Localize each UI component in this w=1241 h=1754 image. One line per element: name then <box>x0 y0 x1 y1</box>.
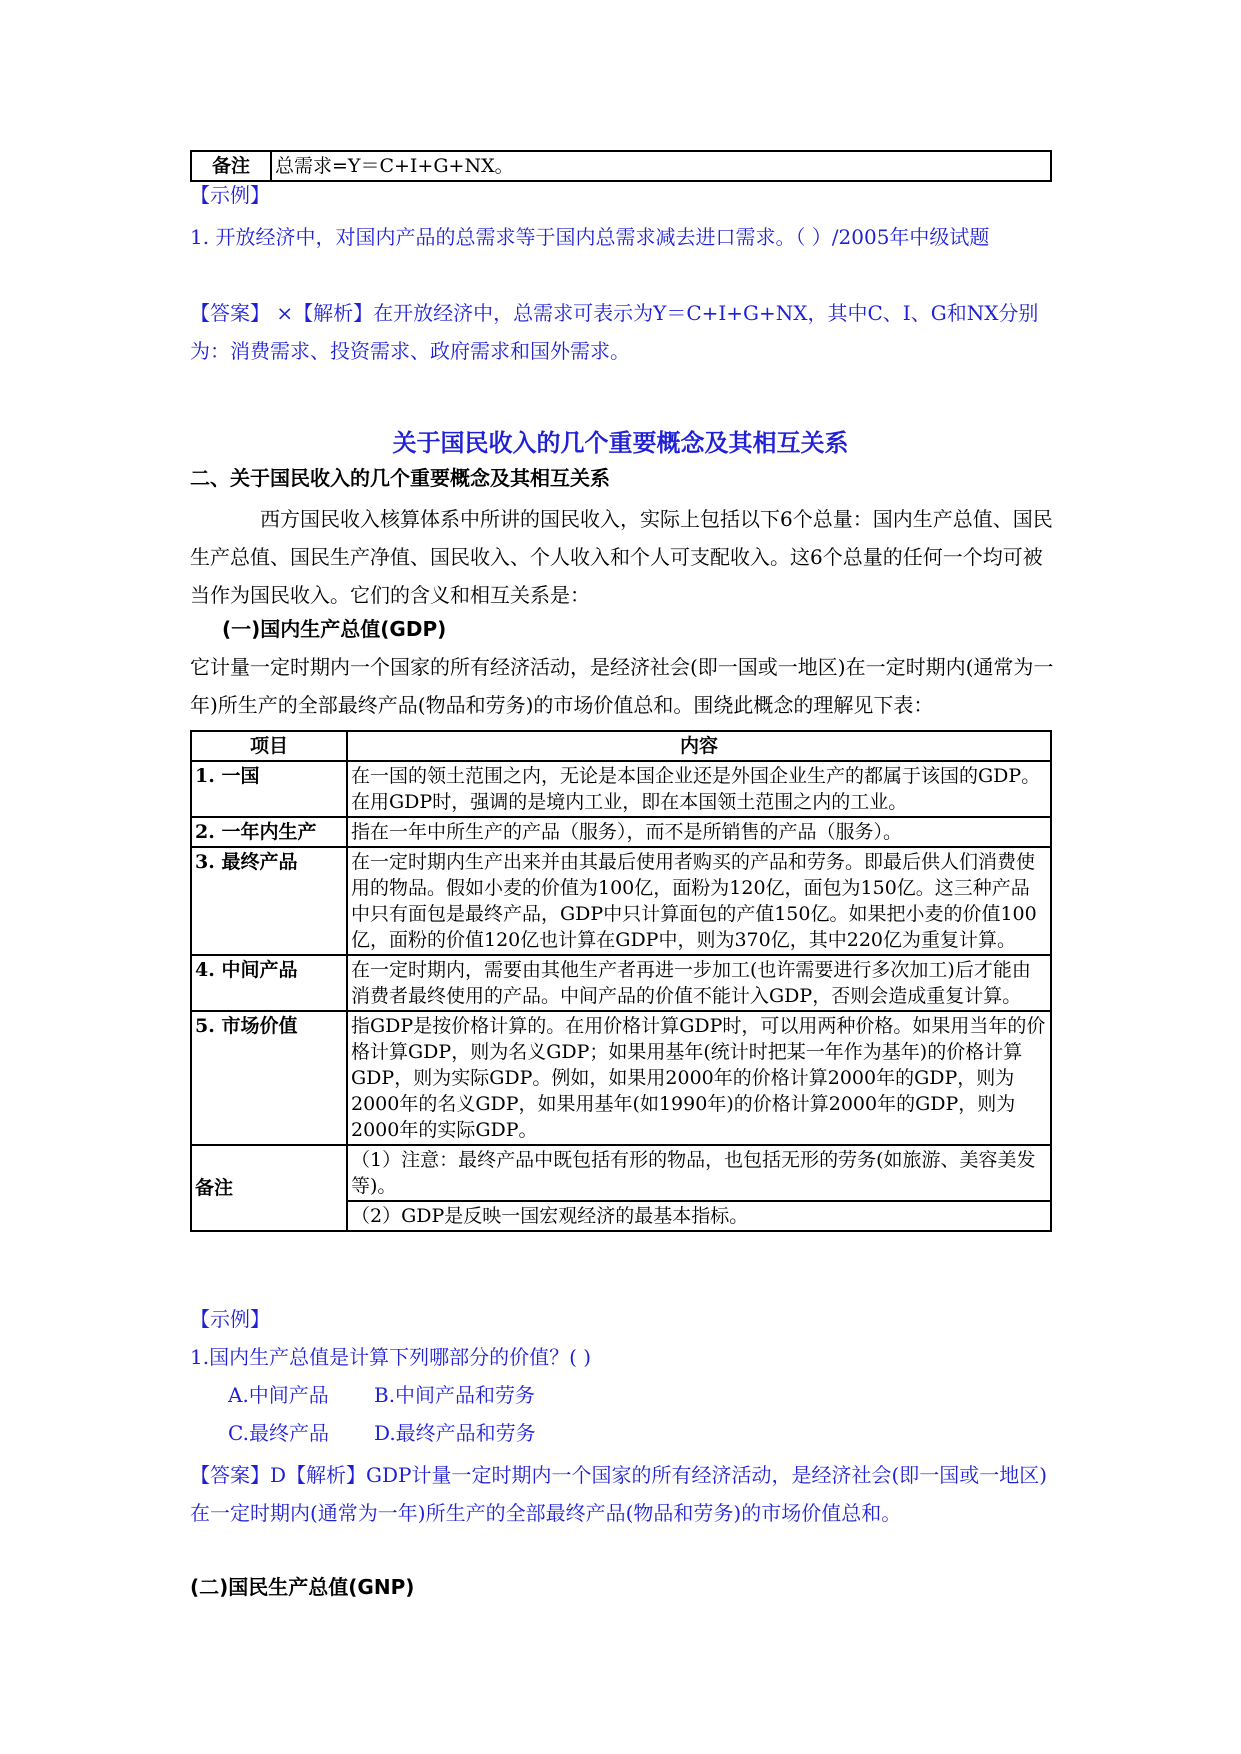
page-title: 关于国民收入的几个重要概念及其相互关系 <box>392 429 849 457</box>
option-b: B.中间产品和劳务 <box>374 1383 536 1407</box>
section-heading: 二、关于国民收入的几个重要概念及其相互关系 <box>190 466 610 490</box>
example-tag: 【示例】 <box>190 1307 270 1331</box>
note-content: 总需求=Y＝C+I+G+NX。 <box>271 151 1051 181</box>
option-d: D.最终产品和劳务 <box>374 1421 536 1445</box>
row-content: 在一国的领土范围之内，无论是本国企业还是外国企业生产的都属于该国的GDP。在用GDP时，强调的是境内工业，即在本国领土范围之内的工业。 <box>347 761 1051 817</box>
option-c: C.最终产品 <box>228 1421 329 1445</box>
example-tag: 【示例】 <box>190 183 270 207</box>
table-row <box>191 1011 1051 1145</box>
table-row <box>191 955 1051 1011</box>
table-row <box>191 761 1051 817</box>
table-header-row <box>191 731 1051 761</box>
example-answer: 【答案】 ×【解析】在开放经济中，总需求可表示为Y＝C+I+G+NX，其中C、I、G和NX分别为：消费需求、投资需求、政府需求和国外需求。 <box>190 301 1039 363</box>
table-row <box>191 847 1051 955</box>
note-label: 备注 <box>191 1145 347 1231</box>
gdp-concept-table <box>190 730 1052 1232</box>
row-item: 2. 一年内生产 <box>191 817 347 847</box>
gdp-heading: (一)国内生产总值(GDP) <box>222 617 447 641</box>
row-item: 3. 最终产品 <box>191 847 347 955</box>
table-row <box>191 1145 1051 1201</box>
table-row <box>191 817 1051 847</box>
row-item: 5. 市场价值 <box>191 1011 347 1145</box>
row-content: 指GDP是按价格计算的。在用价格计算GDP时，可以用两种价格。如果用当年的价格计算GDP，则为名义GDP；如果用基年(统计时把某一年作为基年)的价格计算GDP，则为实际GDP。例如，如果用2000年的价格计算2000年的GDP，则为2000年的名义GDP，如果用基年(如1990年)的价格计算2000年的GDP，则为2000年的实际GDP。 <box>347 1011 1051 1145</box>
intro-paragraph: 西方国民收入核算体系中所讲的国民收入，实际上包括以下6个总量：国内生产总值、国民生产总值、国民生产净值、国民收入、个人收入和个人可支配收入。这6个总量的任何一个均可被当作为国民收入。它们的含义和相互关系是： <box>190 507 1053 607</box>
row-item: 4. 中间产品 <box>191 955 347 1011</box>
header-item: 项目 <box>191 731 347 761</box>
note-line: （2）GDP是反映一国宏观经济的最基本指标。 <box>347 1201 1051 1231</box>
gdp-intro-paragraph: 它计量一定时期内一个国家的所有经济活动，是经济社会(即一国或一地区)在一定时期内(通常为一年)所生产的全部最终产品(物品和劳务)的市场价值总和。围绕此概念的理解见下表： <box>190 655 1054 717</box>
note-label: 备注 <box>191 151 271 181</box>
row-content: 在一定时期内，需要由其他生产者再进一步加工(也许需要进行多次加工)后才能由消费者最终使用的产品。中间产品的价值不能计入GDP，否则会造成重复计算。 <box>347 955 1051 1011</box>
example-answer: 【答案】D【解析】GDP计量一定时期内一个国家的所有经济活动，是经济社会(即一国或一地区)在一定时期内(通常为一年)所生产的全部最终产品(物品和劳务)的市场价值总和。 <box>190 1463 1048 1525</box>
header-content: 内容 <box>347 731 1051 761</box>
example-question: 1. 开放经济中，对国内产品的总需求等于国内总需求减去进口需求。（ ）/2005年中级试题 <box>190 225 990 249</box>
total-demand-note-table <box>190 150 1052 182</box>
row-content: 指在一年中所生产的产品（服务），而不是所销售的产品（服务）。 <box>347 817 1051 847</box>
example-question: 1.国内生产总值是计算下列哪部分的价值？( ) <box>190 1345 592 1369</box>
gnp-heading: (二)国民生产总值(GNP) <box>190 1575 415 1599</box>
row-item: 1. 一国 <box>191 761 347 817</box>
option-a: A.中间产品 <box>228 1383 329 1407</box>
note-line: （1）注意：最终产品中既包括有形的物品，也包括无形的劳务(如旅游、美容美发等)。 <box>347 1145 1051 1201</box>
row-content: 在一定时期内生产出来并由其最后使用者购买的产品和劳务。即最后供人们消费使用的物品。假如小麦的价值为100亿，面粉为120亿，面包为150亿。这三种产品中只有面包是最终产品，GDP中只计算面包的产值150亿。如果把小麦的价值100亿，面粉的价值120亿也计算在GDP中，则为370亿，其中220亿为重复计算。 <box>347 847 1051 955</box>
